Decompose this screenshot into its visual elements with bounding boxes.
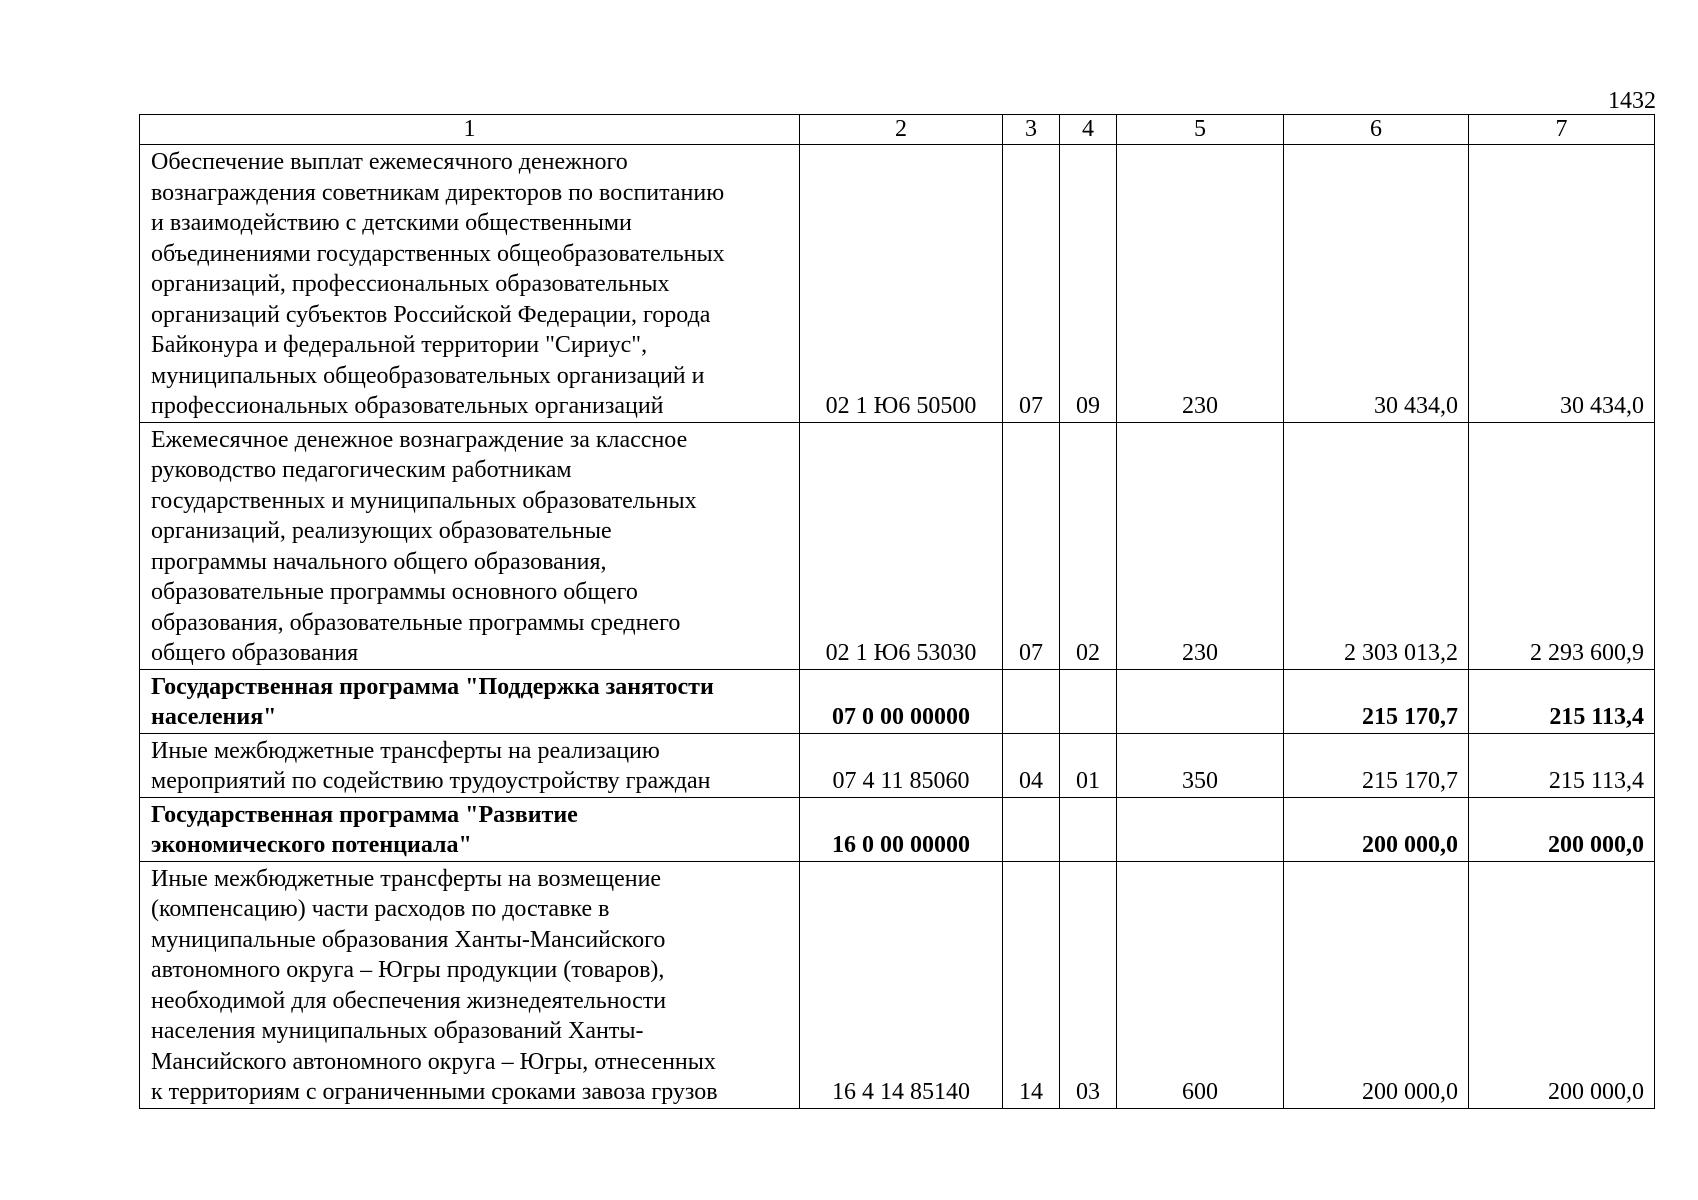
row-c6: 2 303 013,2 xyxy=(1284,422,1469,669)
row-c5: 350 xyxy=(1117,733,1284,797)
row-c6: 215 170,7 xyxy=(1284,733,1469,797)
row-c7: 2 293 600,9 xyxy=(1469,422,1655,669)
row-c3: 14 xyxy=(1003,861,1060,1108)
column-header: 6 xyxy=(1284,115,1469,145)
row-name: Иные межбюджетные трансферты на реализацию мероприятий по содействию трудоустройству граждан xyxy=(140,733,800,797)
row-code: 07 0 00 00000 xyxy=(800,669,1003,733)
row-c6: 30 434,0 xyxy=(1284,145,1469,423)
row-c7: 200 000,0 xyxy=(1469,861,1655,1108)
column-header: 7 xyxy=(1469,115,1655,145)
column-header: 2 xyxy=(800,115,1003,145)
row-name: Государственная программа "Развитие экономического потенциала" xyxy=(140,797,800,861)
row-c6: 200 000,0 xyxy=(1284,797,1469,861)
column-header: 1 xyxy=(140,115,800,145)
row-c5 xyxy=(1117,797,1284,861)
row-c6: 200 000,0 xyxy=(1284,861,1469,1108)
table-row xyxy=(140,422,1655,669)
row-code: 02 1 Ю6 53030 xyxy=(800,422,1003,669)
column-header: 3 xyxy=(1003,115,1060,145)
row-c7: 30 434,0 xyxy=(1469,145,1655,423)
row-name: Иные межбюджетные трансферты на возмещение (компенсацию) части расходов по доставке в муниципальные образования Ханты-Мансийского автономного округа – Югры продукции (товаров), необходимой для обеспечения жизнедеятельности населения муниципальных образований Ханты- Мансийского автономного округа – Югры, отнесенных к территориям с ограниченными сроками завоза грузов xyxy=(140,861,800,1108)
table-row xyxy=(140,669,1655,733)
row-name: Обеспечение выплат ежемесячного денежного вознаграждения советникам директоров по воспитанию и взаимодействию с детскими общественными объединениями государственных общеобразовательных организаций, профессиональных образовательных организаций субъектов Российской Федерации, города Байконура и федеральной территории "Сириус", муниципальных общеобразовательных организаций и профессиональных образовательных организаций xyxy=(140,145,800,423)
table-row xyxy=(140,145,1655,423)
row-c7: 215 113,4 xyxy=(1469,733,1655,797)
row-c4: 02 xyxy=(1060,422,1117,669)
row-c3: 04 xyxy=(1003,733,1060,797)
budget-table xyxy=(139,114,1655,1109)
row-name: Ежемесячное денежное вознаграждение за классное руководство педагогическим работникам государственных и муниципальных образовательных организаций, реализующих образовательные программы начального общего образования, образовательные программы основного общего образования, образовательные программы среднего общего образования xyxy=(140,422,800,669)
row-c5 xyxy=(1117,669,1284,733)
table-row xyxy=(140,861,1655,1108)
row-c4: 01 xyxy=(1060,733,1117,797)
row-code: 16 4 14 85140 xyxy=(800,861,1003,1108)
row-c4: 09 xyxy=(1060,145,1117,423)
row-c3: 07 xyxy=(1003,145,1060,423)
row-c4 xyxy=(1060,669,1117,733)
table-row xyxy=(140,797,1655,861)
row-c3 xyxy=(1003,797,1060,861)
row-c6: 215 170,7 xyxy=(1284,669,1469,733)
row-code: 02 1 Ю6 50500 xyxy=(800,145,1003,423)
page-number: 1432 xyxy=(1608,88,1656,114)
table-row xyxy=(140,733,1655,797)
column-header: 5 xyxy=(1117,115,1284,145)
row-code: 16 0 00 00000 xyxy=(800,797,1003,861)
row-c7: 215 113,4 xyxy=(1469,669,1655,733)
row-name: Государственная программа "Поддержка занятости населения" xyxy=(140,669,800,733)
column-header: 4 xyxy=(1060,115,1117,145)
row-c5: 230 xyxy=(1117,422,1284,669)
row-code: 07 4 11 85060 xyxy=(800,733,1003,797)
row-c3: 07 xyxy=(1003,422,1060,669)
row-c7: 200 000,0 xyxy=(1469,797,1655,861)
row-c4: 03 xyxy=(1060,861,1117,1108)
row-c3 xyxy=(1003,669,1060,733)
row-c4 xyxy=(1060,797,1117,861)
row-c5: 230 xyxy=(1117,145,1284,423)
row-c5: 600 xyxy=(1117,861,1284,1108)
header-row xyxy=(140,115,1655,145)
